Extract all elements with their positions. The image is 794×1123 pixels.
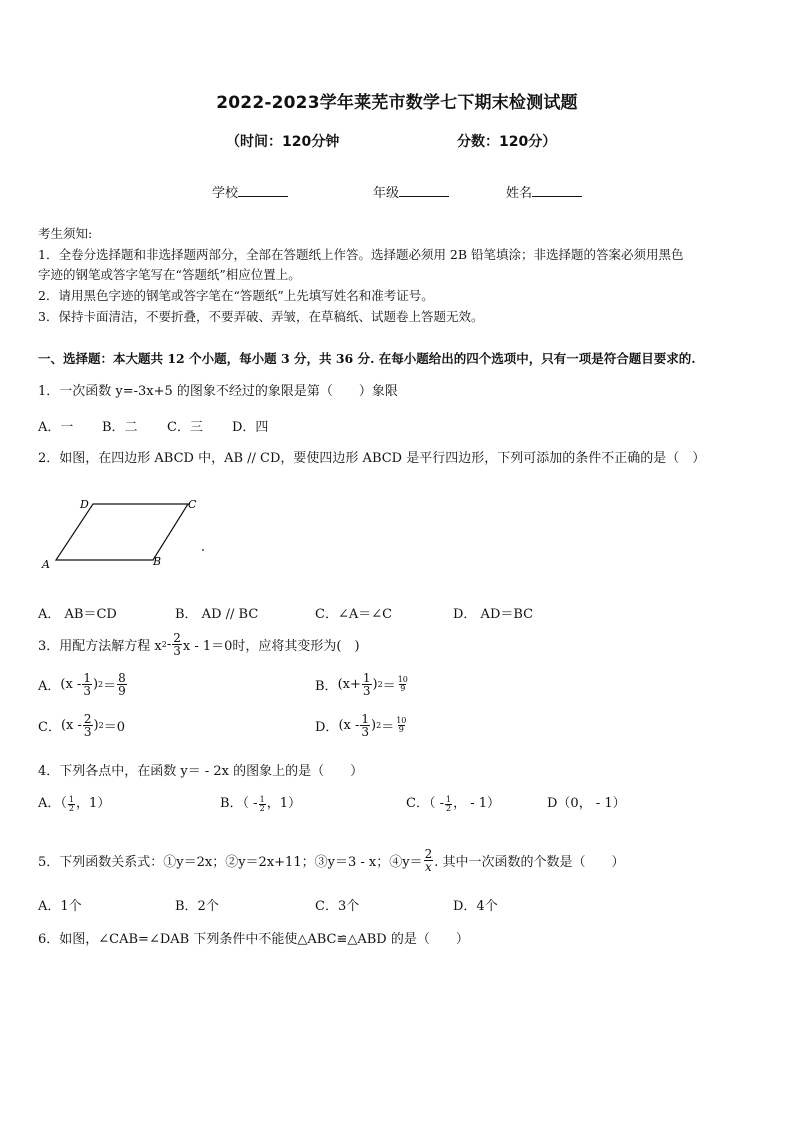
q2-stem: 2．如图，在四边形 ABCD 中，AB // CD，要使四边形 ABCD 是平行四边形，下列可添加的条件不正确的是（ ）	[38, 451, 706, 466]
q4-option-c: C．（ - $\frac{1}{2}$ ， - 1）	[406, 795, 501, 813]
school-label: 学校	[212, 186, 239, 201]
notice-item-3: 3．保持卡面清洁，不要折叠，不要弄破、弄皱，在草稿纸、试题卷上答题无效。	[38, 309, 484, 324]
parallelogram-figure	[38, 492, 218, 572]
q3-stem-post: x - 1＝0时，应将其变形为( )	[182, 639, 360, 654]
fraction-2-3: $\frac{2}{3}$	[173, 631, 181, 658]
notice-item-2: 2．请用黑色字迹的钢笔或答字笔在“答题纸”上先填写姓名和准考证号。	[38, 288, 434, 303]
grade-label: 年级	[373, 186, 400, 201]
q3-option-a: A． (x - $\frac{1}{3}$ ) 2 ＝ $\frac{8}{9}$	[38, 671, 126, 698]
school-blank	[238, 184, 288, 197]
q2-option-c: C．∠A＝∠C	[315, 607, 393, 622]
vertex-b-label: B	[153, 555, 162, 568]
q5-stem-text: 5．下列函数关系式：①y＝2x；②y＝2x+11；③y＝3 - x；④y＝	[38, 855, 423, 870]
q3-option-b: B． (x+ $\frac{1}{3}$ ) 2 ＝ $\frac{10}{9}$	[315, 671, 408, 698]
vertex-a-label: A	[42, 558, 50, 571]
q4-stem: 4．下列各点中，在函数 y＝ - 2x 的图象上的是（ ）	[38, 764, 364, 779]
fraction-2-x: $\frac{2}{x}$	[424, 847, 433, 874]
grade-blank	[399, 184, 449, 197]
exam-time: （时间：120分钟	[226, 134, 340, 150]
vertex-c-label: C	[188, 498, 197, 511]
q1-option-c: C．三	[167, 420, 203, 435]
q2-option-a: A． AB＝CD	[38, 607, 117, 622]
q3-option-d: D． (x - $\frac{1}{3}$ ) 2 ＝ $\frac{10}{9}$	[315, 712, 407, 739]
q1-stem: 1．一次函数 y=-3x+5 的图象不经过的象限是第（ ）象限	[38, 384, 398, 399]
parallelogram-abcd	[56, 504, 188, 560]
q1-option-d: D．四	[232, 420, 269, 435]
q3-stem-pre: 3．用配方法解方程 x	[38, 639, 162, 654]
q5-stem-post: . 其中一次函数的个数是（ ）	[434, 855, 625, 870]
q5-option-d: D．4个	[453, 899, 498, 914]
q6-stem: 6．如图，∠CAB=∠DAB 下列条件中不能使△ABC≌△ABD 的是（ ）	[38, 932, 469, 947]
q2-option-d: D． AD＝BC	[453, 607, 534, 622]
name-blank	[532, 184, 582, 197]
exam-score: 分数：120分）	[457, 134, 557, 150]
q1-option-b: B．二	[102, 420, 138, 435]
q4-option-b: B．（ - $\frac{1}{2}$ ，1）	[220, 795, 301, 813]
q5-option-c: C．3个	[315, 899, 360, 914]
q4-option-a: A．（ $\frac{1}{2}$ ，1）	[38, 795, 111, 813]
vertex-d-label: D	[80, 498, 89, 511]
q5-option-a: A．1个	[38, 899, 82, 914]
grade-field	[373, 182, 449, 201]
q5-option-b: B．2个	[175, 899, 219, 914]
notice-item-1: 1．全卷分选择题和非选择题两部分，全部在答题纸上作答。选择题必须用 2B 铅笔填涂；非选择题的答案必须用黑色	[38, 247, 684, 262]
page-title: 2022-2023学年莱芜市数学七下期末检测试题	[216, 93, 578, 113]
name-field	[506, 182, 582, 201]
notice-heading: 考生须知:	[38, 226, 93, 241]
figure-dot	[202, 549, 204, 551]
q1-option-a: A．一	[38, 420, 74, 435]
q4-option-d: D（0， - 1）	[547, 796, 626, 811]
q3-option-c: C． (x - $\frac{2}{3}$ ) 2 ＝0	[38, 712, 125, 739]
section-heading: 一、选择题：本大题共 12 个小题，每小题 3 分，共 36 分. 在每小题给出的四个选项中，只有一项是符合题目要求的.	[38, 351, 696, 366]
name-label: 姓名	[506, 186, 533, 201]
q3-stem-mid: -	[166, 637, 172, 652]
q3-stem: 3．用配方法解方程 x 2 - $\frac{2}{3}$ x - 1＝0时，应将其变形为( )	[38, 631, 360, 658]
notice-item-1-cont: 字迹的钢笔或答字笔写在“答题纸”相应位置上。	[38, 267, 301, 282]
school-field	[212, 182, 288, 201]
q2-option-b: B． AD // BC	[175, 607, 259, 622]
q5-stem	[38, 848, 624, 873]
